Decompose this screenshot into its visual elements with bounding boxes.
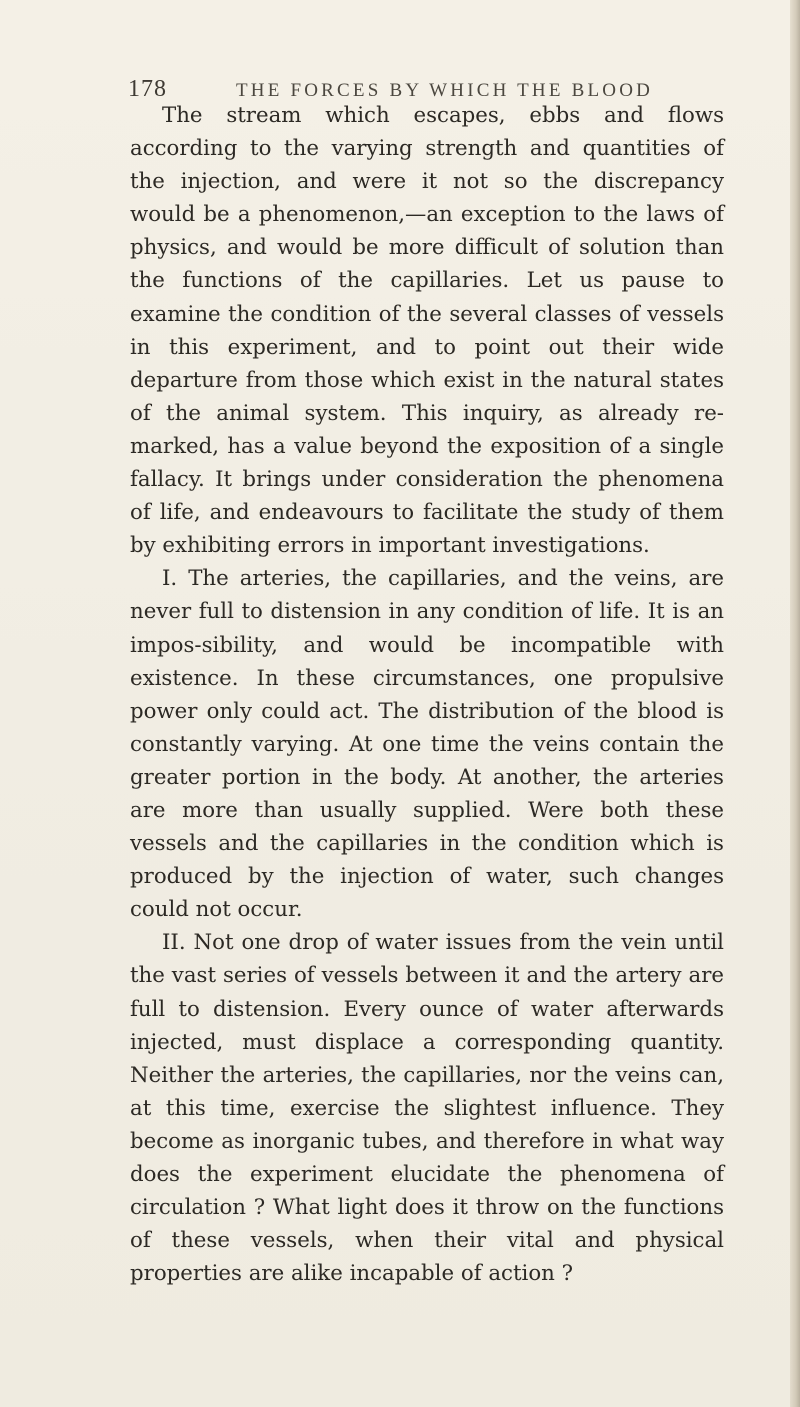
page-edge-shadow: [790, 0, 800, 1407]
running-head: [128, 64, 728, 104]
paragraph-stream-of-injection: The stream which escapes, ebbs and flows according to the varying strength and quantities of the injection, and were it not so the discrepancy would be a phenomenon,—an exception to the laws of physics, and would be more difficult of solution than the functions of the capillaries. Let us pause to examine the condition of the several classes of vessels in this experiment, and to point out their wide departure from those which exist in the natural states of the animal system. This inquiry, as already re-marked, has a value beyond the exposition of a single fallacy. It brings under consideration the phenomena of life, and endeavours to facilitate the study of them by exhibiting errors in important investigations.: [130, 103, 724, 559]
page-number: 178: [128, 76, 167, 102]
paragraph-point-one-arteries: I. The arteries, the capillaries, and the veins, are never full to distension in any condition of life. It is an impos-sibility, and would be incompatible with existence. In these circumstances, one propulsive power only could act. The distribution of the blood is constantly varying. At one time the veins contain the greater portion in the body. At another, the arteries are more than usually supplied. Were both these vessels and the capillaries in the condition which is produced by the injection of water, such changes could not occur.: [130, 566, 724, 923]
running-title: THE FORCES BY WHICH THE BLOOD: [236, 80, 654, 101]
paragraph-point-two-water: II. Not one drop of water issues from the vein until the vast series of vessels between it and the artery are full to distension. Every ounce of water afterwards injected, must displace a corresponding quantity. Neither the arteries, the capillaries, nor the veins can, at this time, exercise the slightest influence. They become as inorganic tubes, and therefore in what way does the experiment elucidate the phenomena of circulation ? What light does it throw on the functions of these vessels, when their vital and physical properties are alike incapable of action ?: [130, 930, 724, 1287]
body-text: [130, 99, 724, 1290]
